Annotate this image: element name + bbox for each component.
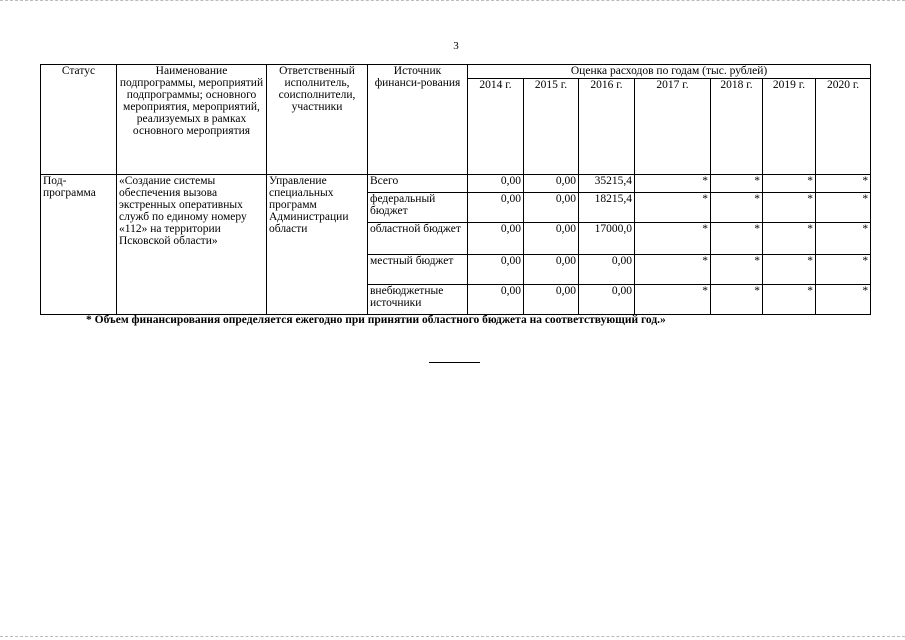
cell-value: *	[711, 223, 763, 255]
cell-value: *	[816, 193, 871, 223]
cell-value: *	[816, 255, 871, 285]
cell-subprogram-name: «Создание системы обеспечения вызова экстренных оперативных служб по единому номеру «112» на территории Псковской области»	[117, 175, 267, 315]
header-year-2017: 2017 г.	[635, 79, 711, 175]
cell-source: федеральный бюджет	[368, 193, 468, 223]
cell-source: Всего	[368, 175, 468, 193]
cell-value: 17000,0	[579, 223, 635, 255]
cell-value: *	[635, 285, 711, 315]
end-divider	[429, 362, 480, 363]
cell-value: 0,00	[468, 175, 524, 193]
cell-value: *	[763, 193, 816, 223]
cell-value: *	[635, 193, 711, 223]
header-year-2018: 2018 г.	[711, 79, 763, 175]
cell-value: *	[763, 255, 816, 285]
budget-table	[40, 64, 871, 315]
header-executor: Ответственный исполнитель, соисполнители, участники	[267, 65, 368, 175]
table-row-total	[41, 175, 871, 193]
cell-value: *	[763, 223, 816, 255]
header-year-2019: 2019 г.	[763, 79, 816, 175]
cell-value: 0,00	[579, 255, 635, 285]
cell-value: *	[711, 255, 763, 285]
cell-value: 0,00	[468, 193, 524, 223]
header-name: Наименование подпрограммы, мероприятий подпрограммы; основного мероприятия, мероприятий, реализуемых в рамках основного мероприятия	[117, 65, 267, 175]
header-year-2016: 2016 г.	[579, 79, 635, 175]
cell-source: местный бюджет	[368, 255, 468, 285]
cell-value: 0,00	[468, 223, 524, 255]
cell-value: *	[816, 285, 871, 315]
cell-value: 0,00	[524, 193, 579, 223]
header-year-2020: 2020 г.	[816, 79, 871, 175]
cell-value: 0,00	[524, 255, 579, 285]
cell-source: областной бюджет	[368, 223, 468, 255]
cell-value: *	[763, 175, 816, 193]
cell-value: *	[816, 223, 871, 255]
header-source: Источник финанси-рования	[368, 65, 468, 175]
cell-value: 0,00	[524, 175, 579, 193]
cell-value: *	[635, 255, 711, 285]
page-number: 3	[453, 40, 459, 52]
cell-value: 0,00	[524, 223, 579, 255]
cell-value: *	[711, 193, 763, 223]
cell-value: *	[711, 175, 763, 193]
cell-value: 35215,4	[579, 175, 635, 193]
cell-value: *	[763, 285, 816, 315]
cell-value: *	[711, 285, 763, 315]
cell-executor: Управление специальных программ Администрации области	[267, 175, 368, 315]
header-year-2014: 2014 г.	[468, 79, 524, 175]
cell-value: *	[635, 175, 711, 193]
cell-value: 0,00	[468, 285, 524, 315]
scan-edge-bottom	[0, 636, 905, 638]
header-status: Статус	[41, 65, 117, 175]
cell-value: *	[816, 175, 871, 193]
scan-edge-top	[0, 0, 905, 2]
cell-value: *	[635, 223, 711, 255]
cell-value: 0,00	[579, 285, 635, 315]
footnote: * Объем финансирования определяется ежегодно при принятии областного бюджета на соответствующий год.»	[86, 314, 666, 326]
header-costs-group: Оценка расходов по годам (тыс. рублей)	[468, 65, 871, 79]
cell-value: 0,00	[468, 255, 524, 285]
cell-status: Под-программа	[41, 175, 117, 315]
cell-value: 18215,4	[579, 193, 635, 223]
cell-value: 0,00	[524, 285, 579, 315]
cell-source: внебюджетные источники	[368, 285, 468, 315]
header-year-2015: 2015 г.	[524, 79, 579, 175]
